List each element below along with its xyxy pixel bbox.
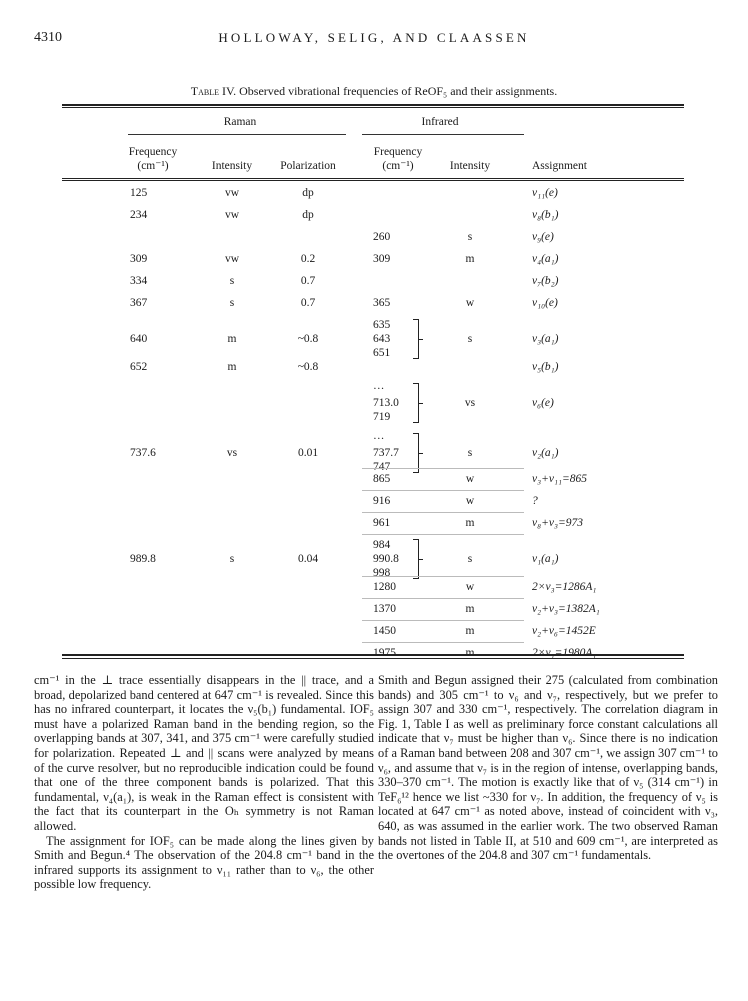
header-bottom-rule [62, 178, 684, 179]
raman-intensity: m [227, 361, 237, 373]
assignment: ν₈+ν₃=973 [532, 517, 583, 529]
ir-intensity: s [467, 447, 473, 459]
ir-frequency: 916 [373, 495, 391, 507]
row-separator [362, 620, 524, 621]
assignment: 2×ν₁=1980A₁ [532, 647, 597, 659]
ir-frequency: 635 [373, 319, 391, 331]
ir-frequency: 651 [373, 347, 391, 359]
body-paragraph: The assignment for IOF₅ can be made along the lines given by Smith and Begun.⁴ The observation of the 204.8 cm⁻¹ band in the infrared supports its assignment to ν₁₁ rather than to ν₆, the other possible low frequency. [34, 833, 374, 892]
row-separator [362, 598, 524, 599]
assignment: 2×ν₃=1286A₁ [532, 581, 597, 593]
raman-frequency: 737.6 [130, 447, 156, 459]
assignment: ν₁₀(e) [532, 297, 558, 309]
row-separator [362, 576, 524, 577]
table-bottom-rule [62, 654, 684, 656]
raman-frequency: 367 [130, 297, 148, 309]
table-top-rule-2 [62, 107, 684, 108]
brace-mark [412, 383, 419, 423]
col-raman-frequency: Frequency (cm⁻¹) [128, 146, 178, 172]
table-caption [0, 84, 748, 99]
raman-frequency: 309 [130, 253, 148, 265]
ir-frequency: 309 [373, 253, 391, 265]
brace-mark [412, 319, 419, 359]
col-raman-polarization: Polarization [280, 160, 336, 172]
raman-polarization: 0.2 [300, 253, 316, 265]
raman-intensity: s [229, 553, 235, 565]
raman-intensity: s [229, 275, 235, 287]
raman-intensity: vw [224, 209, 240, 221]
page-header [34, 30, 714, 50]
body-paragraph: cm⁻¹ in the ⊥ trace essentially disappears in the || trace, and a broad, depolarized band centered at 647 cm⁻¹ is revealed. Since this has no infrared counterpart, it locates the ν₅(b₁) fundamental. IOF₅ must have a polarized Raman band in the bending region, so the overlapping bands at 307, 341, and 375 cm⁻¹ were carefully studied for polarization. Repeated ⊥ and || scans were analyzed by means of the curve resolver, but no reproducible indication could be found that one of the three component bands is polarized. That this fundamental, ν₄(a₁), is weak in the Raman effect is consistent with the fact that its counterpart in the Oₕ symmetry is not Raman allowed. [34, 673, 374, 833]
raman-polarization: dp [302, 187, 314, 199]
assignment: ν₆(e) [532, 397, 554, 409]
assignment: ν₈(b₁) [532, 209, 559, 221]
body-column-left [34, 673, 374, 892]
group-rule-infrared [362, 134, 524, 135]
raman-polarization: ~0.8 [297, 361, 319, 373]
assignment: ν₃(a₁) [532, 333, 559, 345]
running-head: HOLLOWAY, SELIG, AND CLAASSEN [218, 30, 530, 45]
raman-intensity: s [229, 297, 235, 309]
raman-frequency: 640 [130, 333, 148, 345]
row-separator [362, 512, 524, 513]
raman-polarization: 0.7 [300, 297, 316, 309]
raman-polarization: 0.7 [300, 275, 316, 287]
assignment: ? [532, 495, 538, 507]
ir-intensity: w [465, 297, 475, 309]
group-header-infrared: Infrared [421, 116, 459, 128]
ir-frequency: 260 [373, 231, 391, 243]
ir-intensity: m [465, 647, 475, 659]
ir-intensity: w [465, 473, 475, 485]
assignment: ν₉(e) [532, 231, 554, 243]
assignment: ν₂+ν₃=1382A₁ [532, 603, 600, 615]
table-bottom-rule-2 [62, 658, 684, 659]
ir-intensity: s [467, 231, 473, 243]
col-raman-intensity: Intensity [211, 160, 253, 172]
raman-intensity: vs [226, 447, 238, 459]
ir-frequency: 865 [373, 473, 391, 485]
ir-frequency: 1370 [373, 603, 396, 615]
raman-frequency: 234 [130, 209, 148, 221]
assignment: ν₂+ν₆=1452E [532, 625, 596, 637]
raman-frequency: 125 [130, 187, 148, 199]
page-number: 4310 [34, 30, 62, 45]
assignment: ν₇(b₂) [532, 275, 559, 287]
raman-polarization: dp [302, 209, 314, 221]
assignment: ν₄(a₁) [532, 253, 559, 265]
ir-intensity: m [465, 603, 475, 615]
ir-frequency: ··· [373, 383, 385, 395]
group-header-raman: Raman [223, 116, 257, 128]
ir-frequency: 737.7 [373, 447, 399, 459]
group-rule-raman [128, 134, 346, 135]
ir-intensity: m [465, 625, 475, 637]
ir-frequency: 961 [373, 517, 391, 529]
raman-polarization: ~0.8 [297, 333, 319, 345]
col-assignment: Assignment [532, 160, 587, 172]
ir-frequency: 747 [373, 461, 391, 473]
ir-frequency: 984 [373, 539, 391, 551]
ir-frequency: ··· [373, 433, 385, 445]
col-ir-frequency: Frequency (cm⁻¹) [373, 146, 423, 172]
raman-polarization: 0.01 [297, 447, 319, 459]
ir-frequency: 1280 [373, 581, 396, 593]
assignment: ν₂(a₁) [532, 447, 559, 459]
ir-intensity: s [467, 333, 473, 345]
raman-intensity: vw [224, 187, 240, 199]
ir-frequency: 998 [373, 567, 391, 579]
ir-intensity: w [465, 581, 475, 593]
row-separator [362, 490, 524, 491]
brace-mark [412, 539, 419, 579]
ir-intensity: m [465, 253, 475, 265]
assignment: ν₁₁(e) [532, 187, 558, 199]
assignment: ν₁(a₁) [532, 553, 559, 565]
ir-intensity: m [465, 517, 475, 529]
ir-intensity: w [465, 495, 475, 507]
ir-frequency: 1975 [373, 647, 396, 659]
row-separator [362, 468, 524, 469]
table-caption-text: Observed vibrational frequencies of ReOF₅ and their assignments. [239, 84, 558, 98]
assignment: ν₃+ν₁₁=865 [532, 473, 587, 485]
ir-frequency: 1450 [373, 625, 396, 637]
ir-frequency: 719 [373, 411, 391, 423]
raman-intensity: vw [224, 253, 240, 265]
table-top-rule [62, 104, 684, 106]
ir-intensity: vs [464, 397, 476, 409]
body-column-right [378, 673, 718, 863]
raman-polarization: 0.04 [297, 553, 319, 565]
raman-frequency: 334 [130, 275, 148, 287]
table-caption-label: Table IV. [190, 84, 237, 98]
row-separator [362, 534, 524, 535]
ir-intensity: s [467, 553, 473, 565]
brace-mark [412, 433, 419, 473]
raman-frequency: 652 [130, 361, 148, 373]
body-paragraph: Smith and Begun assigned their 275 (calculated from combination bands) and 305 cm⁻¹ to ν₆ and ν₇, respectively, but we prefer to assign 307 and 330 cm⁻¹, respectively. The correlation diagram in Fig. 1, Table I as well as preliminary force constant calculations all indicate that ν₇ must be higher than ν₆. Since there is no indication of a Raman band between 208 and 307 cm⁻¹, we assign 307 cm⁻¹ to ν₆, and assume that ν₇ is in the region of intense, overlapping bands, 330–370 cm⁻¹. The motion is exactly like that of ν₅ (314 cm⁻¹) in TeF₆¹² hence we list ~330 for ν₇. In addition, the frequency of ν₅ is located at 647 cm⁻¹ as noted above, instead of coincident with ν₃, 640, as was assumed in the earlier work. The two observed Raman bands not listed in Table II, at 510 and 609 cm⁻¹, are interpreted as the overtones of the 204.8 and 307 cm⁻¹ fundamentals. [378, 673, 718, 863]
raman-intensity: m [227, 333, 237, 345]
assignment: ν₅(b₁) [532, 361, 559, 373]
ir-frequency: 365 [373, 297, 391, 309]
col-ir-intensity: Intensity [449, 160, 491, 172]
row-separator [362, 642, 524, 643]
header-bottom-rule-2 [62, 180, 684, 181]
ir-frequency: 643 [373, 333, 391, 345]
raman-frequency: 989.8 [130, 553, 156, 565]
ir-frequency: 713.0 [373, 397, 399, 409]
ir-frequency: 990.8 [373, 553, 399, 565]
